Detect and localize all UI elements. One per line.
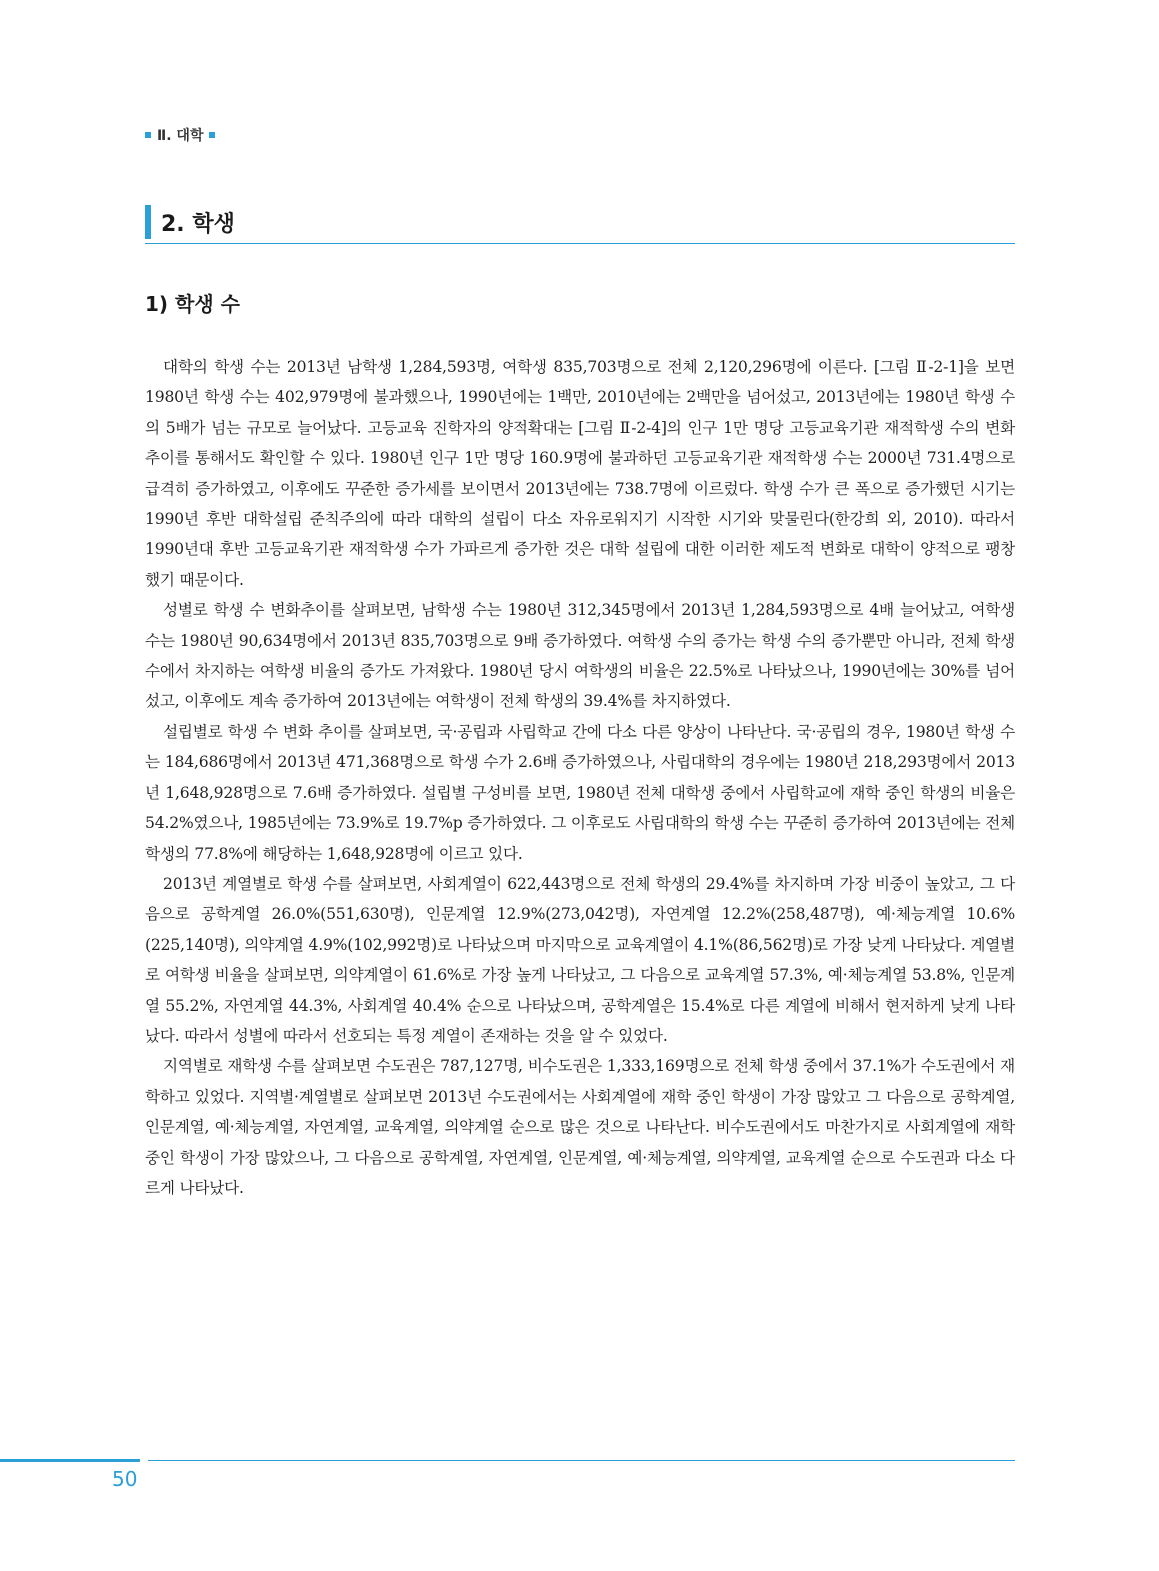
section-heading — [145, 205, 1015, 244]
footer-rule — [148, 1460, 1015, 1461]
section-title: 2. 학생 — [161, 212, 235, 237]
paragraph: 2013년 계열별로 학생 수를 살펴보면, 사회계열이 622,443명으로 전체 학생의 29.4%를 차지하며 가장 비중이 높았고, 그 다음으로 공학계열 26.0%(551,630명), 인문계열 12.9%(273,042명), 자연계열 12.2%(258,487명), 예·체능계열 10.6%(225,140명), 의약계열 4.9%(102,992명)로 나타났으며 마지막으로 교육계열이 4.1%(86,562명)로 가장 낮게 나타났다. 계열별로 여학생 비율을 살펴보면, 의약계열이 61.6%로 가장 높게 나타났고, 그 다음으로 교육계열 57.3%, 예·체능계열 53.8%, 인문계열 55.2%, 자연계열 44.3%, 사회계열 40.4% 순으로 나타났으며, 공학계열은 15.4%로 다른 계열에 비해서 현저하게 낮게 나타났다. 따라서 성별에 따라서 선호되는 특정 계열이 존재하는 것을 알 수 있었다. — [145, 874, 1015, 1045]
page-number: 50 — [112, 1467, 138, 1491]
running-head — [145, 125, 215, 145]
running-head-label: Ⅱ. 대학 — [157, 128, 204, 144]
subsection-title: 1) 학생 수 — [145, 292, 240, 316]
footer-accent-line — [0, 1459, 140, 1462]
paragraph: 지역별로 재학생 수를 살펴보면 수도권은 787,127명, 비수도권은 1,333,169명으로 전체 학생 중에서 37.1%가 수도권에서 재학하고 있었다. 지역별·계열별로 살펴보면 2013년 수도권에서는 사회계열에 재학 중인 학생이 가장 많았고 그 다음으로 공학계열, 인문계열, 예·체능계열, 자연계열, 교육계열, 의약계열 순으로 많은 것으로 나타난다. 비수도권에서도 마찬가지로 사회계열에 재학 중인 학생이 가장 많았으나, 그 다음으로 공학계열, 자연계열, 인문계열, 예·체능계열, 의약계열, 교육계열 순으로 수도권과 다소 다르게 나타났다. — [145, 1057, 1015, 1197]
paragraph: 대학의 학생 수는 2013년 남학생 1,284,593명, 여학생 835,703명으로 전체 2,120,296명에 이른다. [그림 Ⅱ-2-1]을 보면 1980년 학생 수는 402,979명에 불과했으나, 1990년에는 1백만, 2010년에는 2백만을 넘어섰고, 2013년에는 1980년 학생 수의 5배가 넘는 규모로 늘어났다. 고등교육 진학자의 양적확대는 [그림 Ⅱ-2-4]의 인구 1만 명당 고등교육기관 재적학생 수의 변화 추이를 통해서도 확인할 수 있다. 1980년 인구 1만 명당 160.9명에 불과하던 고등교육기관 재적학생 수는 2000년 731.4명으로 급격히 증가하였고, 이후에도 꾸준한 증가세를 보이면서 2013년에는 738.7명에 이르렀다. 학생 수가 큰 폭으로 증가했던 시기는 1990년 후반 대학설립 준칙주의에 따라 대학의 설립이 다소 자유로워지기 시작한 시기와 맞물린다(한강희 외, 2010). 따라서 1990년대 후반 고등교육기관 재적학생 수가 가파르게 증가한 것은 대학 설립에 대한 이러한 제도적 변화로 대학이 양적으로 팽창했기 때문이다. — [145, 358, 1015, 589]
square-bullet-icon — [209, 132, 215, 138]
body-text — [145, 352, 1015, 1203]
square-bullet-icon — [145, 132, 151, 138]
section-accent-bar — [145, 205, 151, 239]
paragraph: 설립별로 학생 수 변화 추이를 살펴보면, 국·공립과 사립학교 간에 다소 다른 양상이 나타난다. 국·공립의 경우, 1980년 학생 수는 184,686명에서 2013년 471,368명으로 학생 수가 2.6배 증가하였으나, 사립대학의 경우에는 1980년 218,293명에서 2013년 1,648,928명으로 7.6배 증가하였다. 설립별 구성비를 보면, 1980년 전체 대학생 중에서 사립학교에 재학 중인 학생의 비율은 54.2%였으나, 1985년에는 73.9%로 19.7%p 증가하였다. 그 이후로도 사립대학의 학생 수는 꾸준히 증가하여 2013년에는 전체 학생의 77.8%에 해당하는 1,648,928명에 이르고 있다. — [145, 722, 1015, 863]
paragraph: 성별로 학생 수 변화추이를 살펴보면, 남학생 수는 1980년 312,345명에서 2013년 1,284,593명으로 4배 늘어났고, 여학생 수는 1980년 90,634명에서 2013년 835,703명으로 9배 증가하였다. 여학생 수의 증가는 학생 수의 증가뿐만 아니라, 전체 학생 수에서 차지하는 여학생 비율의 증가도 가져왔다. 1980년 당시 여학생의 비율은 22.5%로 나타났으나, 1990년에는 30%를 넘어섰고, 이후에도 계속 증가하여 2013년에는 여학생이 전체 학생의 39.4%를 차지하였다. — [145, 601, 1015, 711]
